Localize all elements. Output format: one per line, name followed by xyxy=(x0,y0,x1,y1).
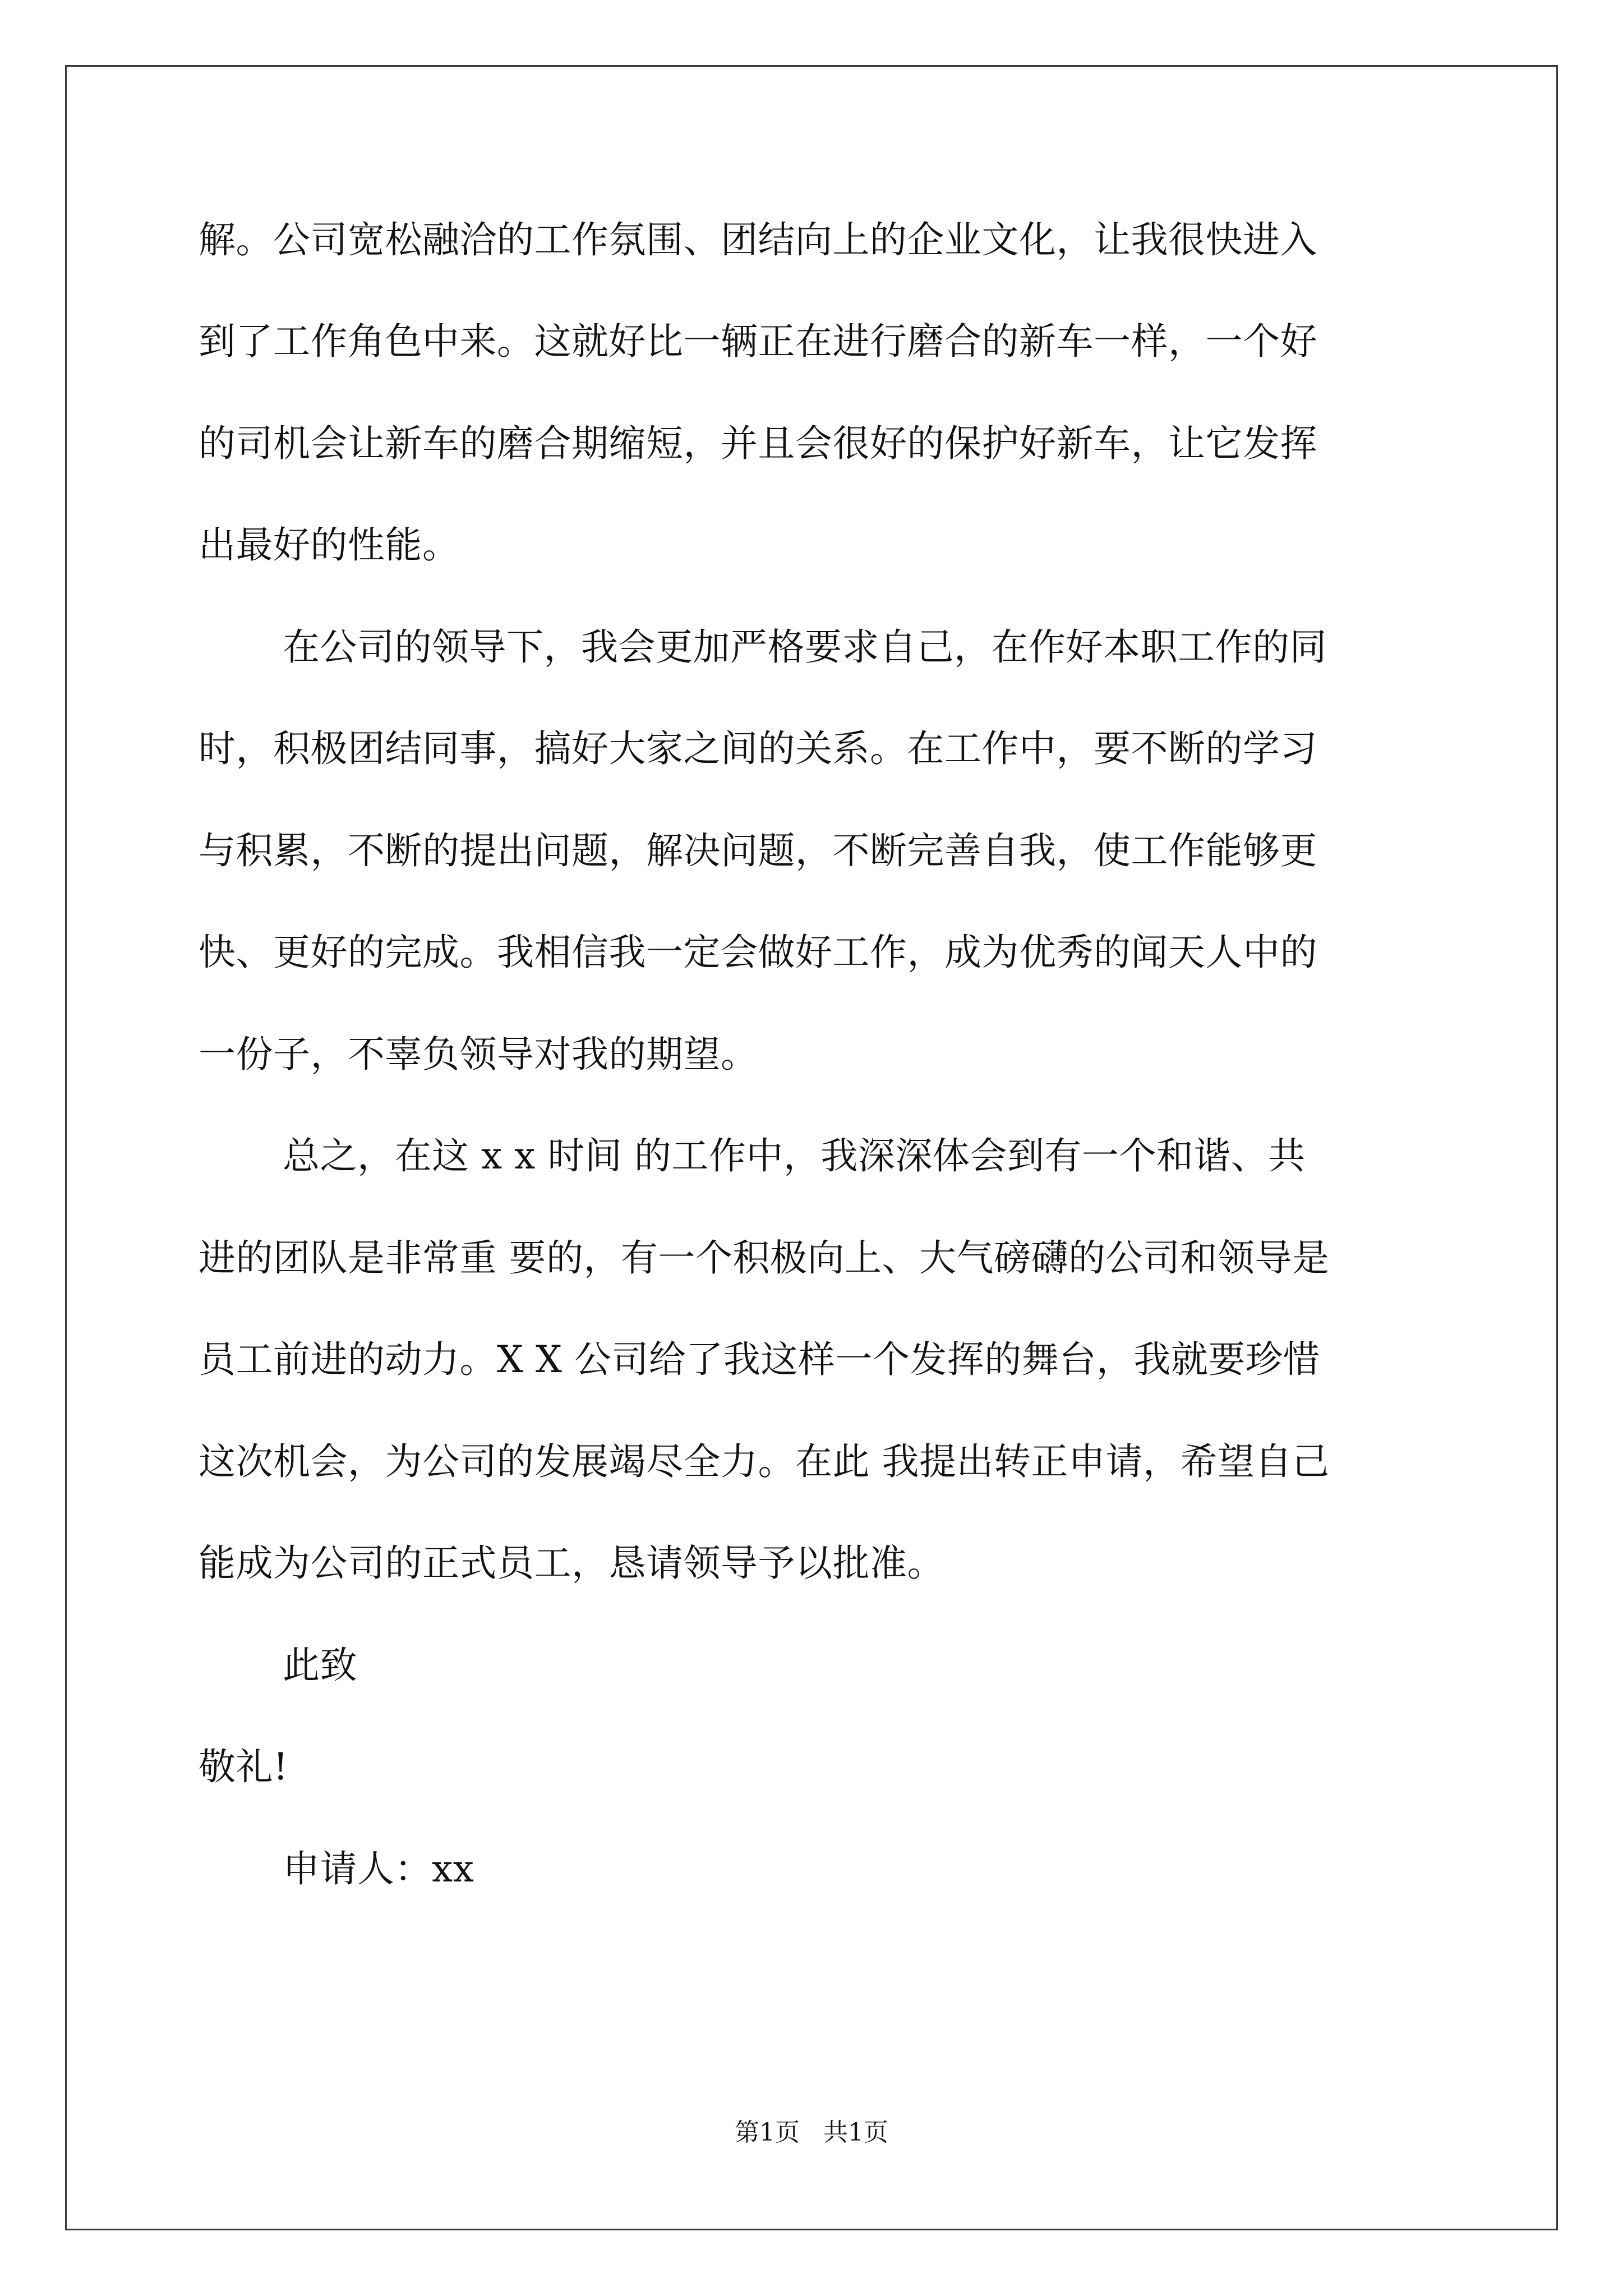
body-line: 出最好的性能。 xyxy=(199,523,460,567)
paragraph-start-line: 在公司的领导下，我会更加严格要求自己，在作好本职工作的同 xyxy=(283,625,1327,669)
applicant-signature: 申请人：xx xyxy=(283,1847,474,1890)
body-line: 解。公司宽松融洽的工作氛围、团结向上的企业文化，让我很快进入 xyxy=(199,218,1317,261)
body-line: 一份子，不辜负领导对我的期望。 xyxy=(199,1033,758,1076)
body-line: 这次机会，为公司的发展竭尽全力。在此 我提出转正申请，希望自己 xyxy=(199,1440,1330,1483)
body-line: 到了工作角色中来。这就好比一辆正在进行磨合的新车一样，一个好 xyxy=(199,320,1317,363)
page-number-footer: 第1页 共1页 xyxy=(735,2118,888,2147)
closing-respect: 敬礼! xyxy=(199,1745,289,1788)
closing-salutation: 此致 xyxy=(283,1644,357,1687)
body-line: 员工前进的动力。X X 公司给了我这样一个发挥的舞台，我就要珍惜 xyxy=(199,1338,1320,1381)
body-line: 快、更好的完成。我相信我一定会做好工作，成为优秀的闻天人中的 xyxy=(199,931,1317,974)
body-line: 能成为公司的正式员工，恳请领导予以批准。 xyxy=(199,1542,944,1585)
body-line: 的司机会让新车的磨合期缩短，并且会很好的保护好新车，让它发挥 xyxy=(199,422,1317,465)
body-line: 时，积极团结同事，搞好大家之间的关系。在工作中，要不断的学习 xyxy=(199,727,1317,770)
body-line: 与积累，不断的提出问题，解决问题，不断完善自我，使工作能够更 xyxy=(199,829,1317,872)
body-line: 进的团队是非常重 要的，有一个积极向上、大气磅礴的公司和领导是 xyxy=(199,1236,1330,1280)
paragraph-start-line: 总之，在这 x x 时间 的工作中，我深深体会到有一个和谐、共 xyxy=(283,1134,1306,1177)
